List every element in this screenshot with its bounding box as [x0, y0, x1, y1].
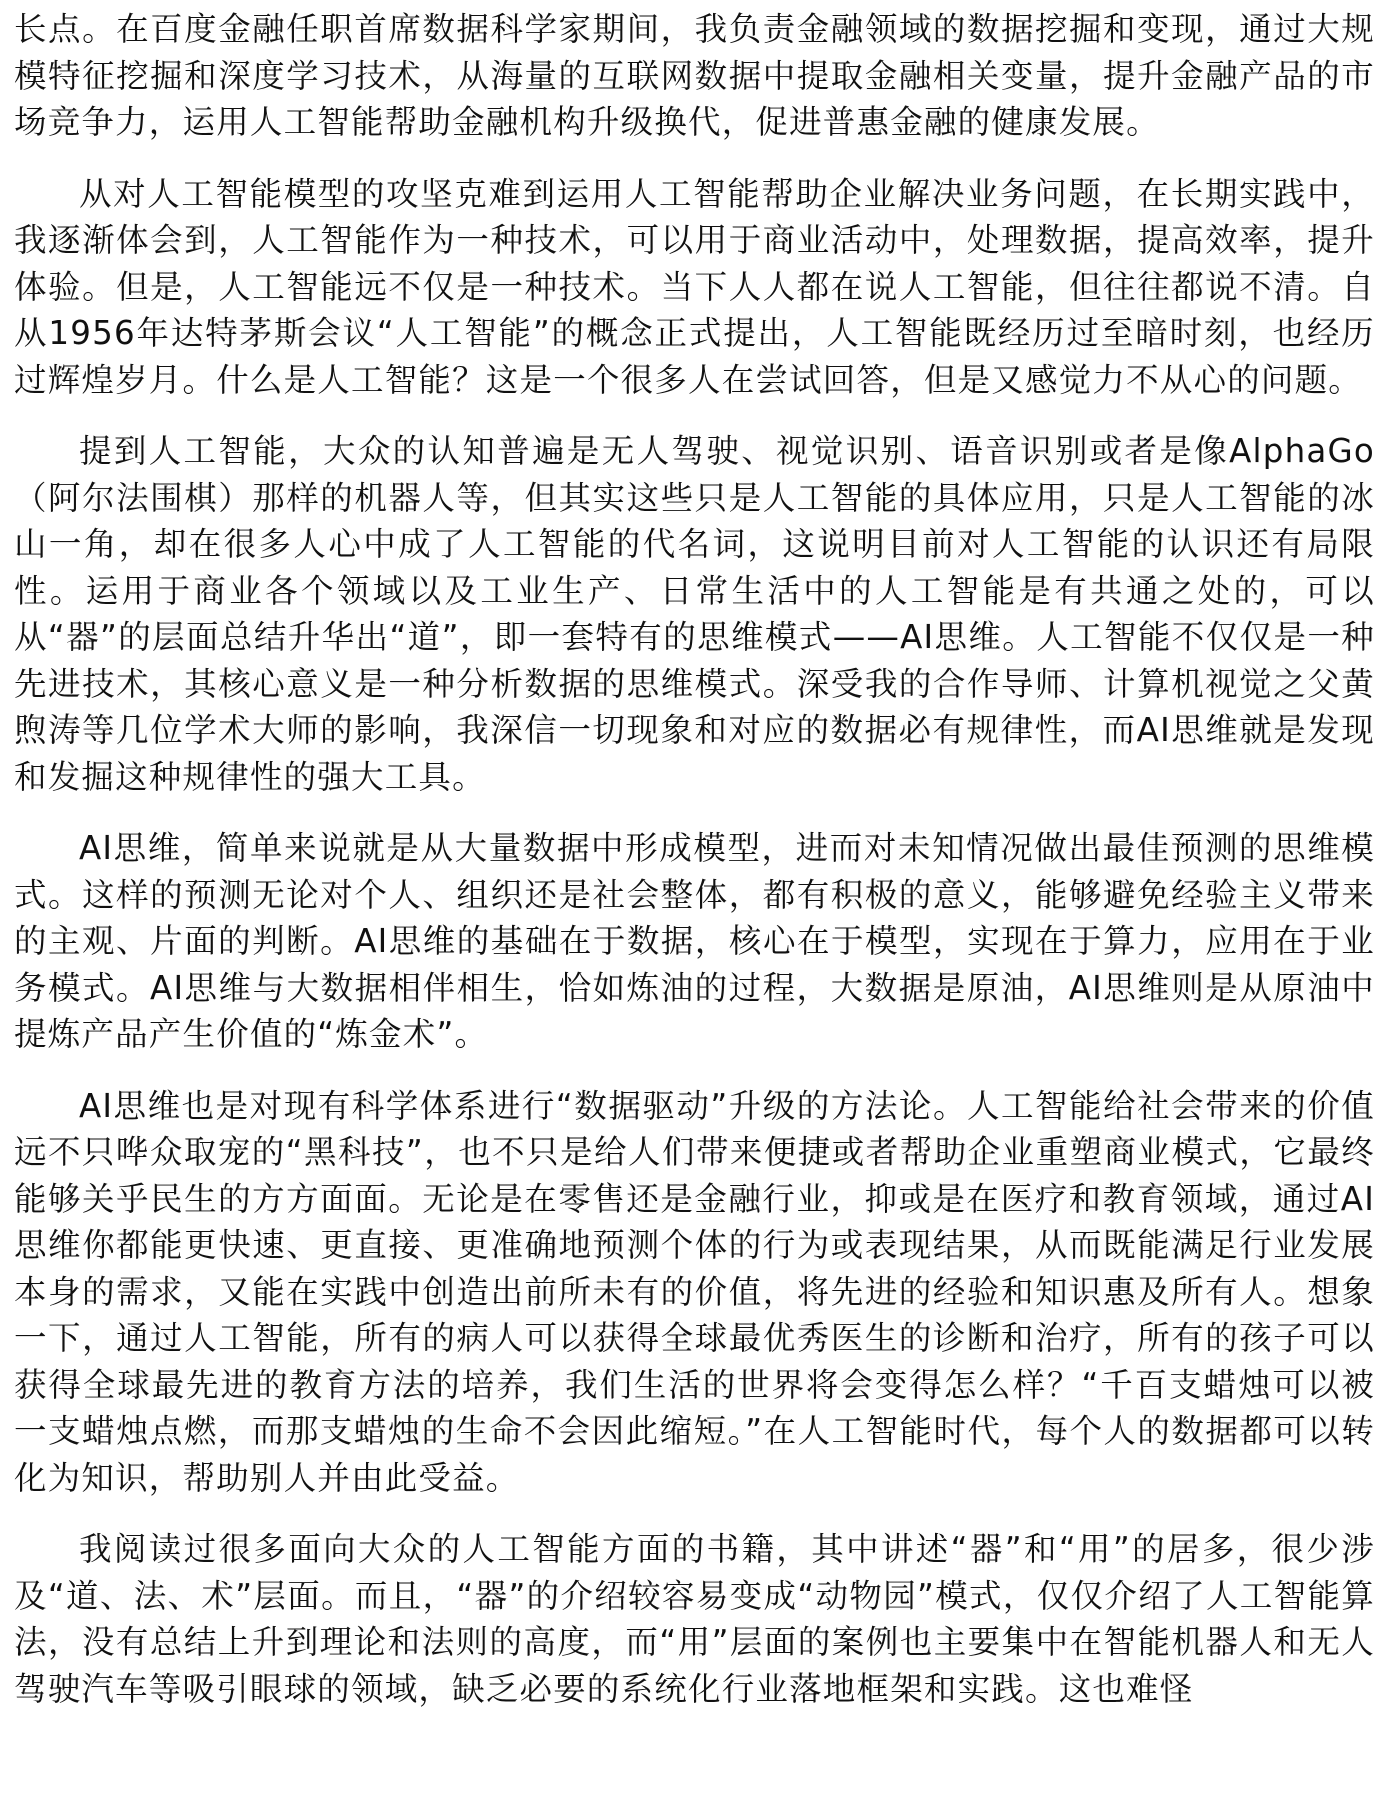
paragraph: 从对人工智能模型的攻坚克难到运用人工智能帮助企业解决业务问题，在长期实践中，我逐渐体会到，人工智能作为一种技术，可以用于商业活动中，处理数据，提高效率，提升体验。但是，人工智能远不仅是一种技术。当下人人都在说人工智能，但往往都说不清。自从1956年达特茅斯会议“人工智能”的概念正式提出，人工智能既经历过至暗时刻，也经历过辉煌岁月。什么是人工智能？这是一个很多人在尝试回答，但是又感觉力不从心的问题。: [14, 174, 1375, 399]
paragraph: 我阅读过很多面向大众的人工智能方面的书籍，其中讲述“器”和“用”的居多，很少涉及“道、法、术”层面。而且，“器”的介绍较容易变成“动物园”模式，仅仅介绍了人工智能算法，没有总结上升到理论和法则的高度，而“用”层面的案例也主要集中在智能机器人和无人驾驶汽车等吸引眼球的领域，缺乏必要的系统化行业落地框架和实践。这也难怪: [14, 1530, 1375, 1708]
paragraph: AI思维也是对现有科学体系进行“数据驱动”升级的方法论。人工智能给社会带来的价值远不只哗众取宠的“黑科技”，也不只是给人们带来便捷或者帮助企业重塑商业模式，它最终能够关乎民生的方方面面。无论是在零售还是金融行业，抑或是在医疗和教育领域，通过AI思维你都能更快速、更直接、更准确地预测个体的行为或表现结果，从而既能满足行业发展本身的需求，又能在实践中创造出前所未有的价值，将先进的经验和知识惠及所有人。想象一下，通过人工智能，所有的病人可以获得全球最优秀医生的诊断和治疗，所有的孩子可以获得全球最先进的教育方法的培养，我们生活的世界将会变得怎么样？“千百支蜡烛可以被一支蜡烛点燃，而那支蜡烛的生命不会因此缩短。”在人工智能时代，每个人的数据都可以转化为知识，帮助别人并由此受益。: [14, 1086, 1375, 1497]
paragraph: AI思维，简单来说就是从大量数据中形成模型，进而对未知情况做出最佳预测的思维模式。这样的预测无论对个人、组织还是社会整体，都有积极的意义，能够避免经验主义带来的主观、片面的判断。AI思维的基础在于数据，核心在于模型，实现在于算力，应用在于业务模式。AI思维与大数据相伴相生，恰如炼油的过程，大数据是原油，AI思维则是从原油中提炼产品产生价值的“炼金术”。: [14, 829, 1375, 1053]
paragraph: 提到人工智能，大众的认知普遍是无人驾驶、视觉识别、语音识别或者是像AlphaGo（阿尔法围棋）那样的机器人等，但其实这些只是人工智能的具体应用，只是人工智能的冰山一角，却在很多人心中成了人工智能的代名词，这说明目前对人工智能的认识还有局限性。运用于商业各个领域以及工业生产、日常生活中的人工智能是有共通之处的，可以从“器”的层面总结升华出“道”，即一套特有的思维模式——AI思维。人工智能不仅仅是一种先进技术，其核心意义是一种分析数据的思维模式。深受我的合作导师、计算机视觉之父黄煦涛等几位学术大师的影响，我深信一切现象和对应的数据必有规律性，而AI思维就是发现和发掘这种规律性的强大工具。: [14, 432, 1375, 796]
paragraph-continuation: 长点。在百度金融任职首席数据科学家期间，我负责金融领域的数据挖掘和变现，通过大规模特征挖掘和深度学习技术，从海量的互联网数据中提取金融相关变量，提升金融产品的市场竞争力，运用人工智能帮助金融机构升级换代，促进普惠金融的健康发展。: [14, 10, 1375, 141]
